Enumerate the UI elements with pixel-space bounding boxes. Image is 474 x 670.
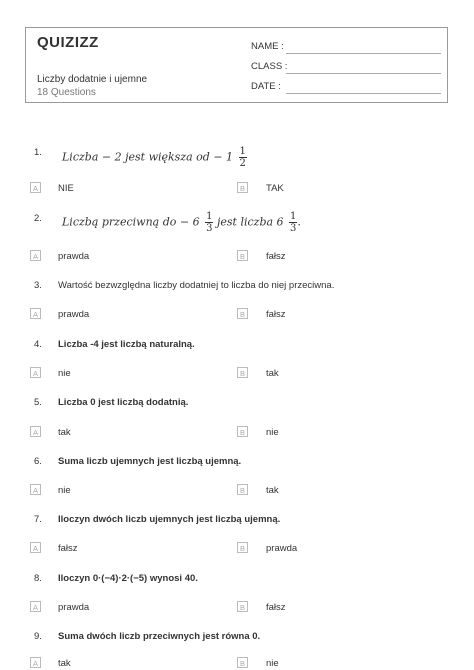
denominator: 2 bbox=[239, 158, 246, 169]
denominator: 3 bbox=[206, 223, 213, 234]
question-number: 3. bbox=[34, 280, 42, 291]
quizizz-logo: QUIZIZZ bbox=[37, 34, 99, 51]
option-b-box[interactable]: B bbox=[237, 308, 248, 319]
fraction bbox=[205, 211, 213, 234]
question-text: Wartość bezwzględna liczby dodatniej to liczba do niej przeciwna. bbox=[58, 280, 335, 291]
worksheet-header bbox=[25, 27, 448, 103]
option-a-box[interactable]: A bbox=[30, 601, 41, 612]
question-number: 9. bbox=[34, 631, 42, 642]
option-a-box[interactable]: A bbox=[30, 182, 41, 193]
question-number: 6. bbox=[34, 456, 42, 467]
option-b-box[interactable]: B bbox=[237, 484, 248, 495]
question-text: jest liczba 6 bbox=[216, 215, 284, 229]
option-a-box[interactable]: A bbox=[30, 367, 41, 378]
question-text: Liczba 0 jest liczbą dodatnią. bbox=[58, 397, 189, 408]
question-number: 7. bbox=[34, 514, 42, 525]
option-b-text: prawda bbox=[266, 543, 298, 554]
numerator: 1 bbox=[239, 146, 246, 157]
option-a-box[interactable]: A bbox=[30, 484, 41, 495]
question-number: 5. bbox=[34, 397, 42, 408]
question-text: Liczba -4 jest liczbą naturalną. bbox=[58, 339, 195, 350]
option-b-text: tak bbox=[266, 485, 279, 496]
option-b-box[interactable]: B bbox=[237, 367, 248, 378]
question-text: Suma dwóch liczb przeciwnych jest równa 0. bbox=[58, 631, 261, 642]
option-b-box[interactable]: B bbox=[237, 542, 248, 553]
question-text: Iloczyn 0·(−4)·2·(−5) wynosi 40. bbox=[58, 573, 198, 584]
option-b-text: fałsz bbox=[266, 309, 286, 320]
worksheet-title: Liczby dodatnie i ujemne bbox=[37, 74, 148, 85]
name-field[interactable] bbox=[251, 41, 284, 52]
option-b-text: fałsz bbox=[266, 251, 286, 262]
numerator: 1 bbox=[290, 211, 297, 222]
option-b-text: nie bbox=[266, 427, 279, 438]
option-a-box[interactable]: A bbox=[30, 250, 41, 261]
option-b-text: nie bbox=[266, 658, 279, 669]
option-b-text: tak bbox=[266, 368, 279, 379]
option-a-text: nie bbox=[58, 368, 71, 379]
option-a-text: fałsz bbox=[58, 543, 78, 554]
question-number: 4. bbox=[34, 339, 42, 350]
date-line bbox=[286, 93, 441, 94]
option-a-text: NIE bbox=[58, 183, 74, 194]
option-b-box[interactable]: B bbox=[237, 182, 248, 193]
option-a-box[interactable]: A bbox=[30, 426, 41, 437]
option-b-box[interactable]: B bbox=[237, 250, 248, 261]
question-text: Suma liczb ujemnych jest liczbą ujemną. bbox=[58, 456, 242, 467]
option-a-text: prawda bbox=[58, 602, 90, 613]
numerator: 1 bbox=[206, 211, 213, 222]
option-b-box[interactable]: B bbox=[237, 601, 248, 612]
option-a-box[interactable]: A bbox=[30, 308, 41, 319]
fraction bbox=[239, 146, 247, 169]
class-field[interactable] bbox=[251, 61, 287, 72]
question-count: 18 Questions bbox=[37, 87, 96, 98]
denominator: 3 bbox=[290, 223, 297, 234]
date-label: DATE : bbox=[251, 81, 281, 92]
option-b-text: fałsz bbox=[266, 602, 286, 613]
class-label: CLASS : bbox=[251, 61, 288, 72]
question-text: Iloczyn dwóch liczb ujemnych jest liczbą ujemną. bbox=[58, 514, 281, 525]
class-line bbox=[286, 73, 441, 74]
question-math bbox=[62, 146, 247, 169]
question-text: Liczba − 2 jest większa od − 1 bbox=[62, 150, 234, 164]
question-math: Liczbą przeciwną do − 6 $\frac{1}{3}$ jest liczba 6 $\frac{1}{3}$ . bbox=[62, 211, 301, 234]
question-text: Liczbą przeciwną do − 6 bbox=[62, 215, 200, 229]
option-a-text: tak bbox=[58, 427, 71, 438]
question-number: 8. bbox=[34, 573, 42, 584]
option-a-text: prawda bbox=[58, 309, 90, 320]
option-b-text: TAK bbox=[266, 183, 284, 194]
option-b-box[interactable]: B bbox=[237, 657, 248, 668]
option-a-text: nie bbox=[58, 485, 71, 496]
question-number: 1. bbox=[34, 147, 42, 158]
name-label: NAME : bbox=[251, 41, 284, 52]
question-number: 2. bbox=[34, 213, 42, 224]
date-field[interactable] bbox=[251, 81, 281, 92]
option-a-box[interactable]: A bbox=[30, 657, 41, 668]
option-b-box[interactable]: B bbox=[237, 426, 248, 437]
option-a-text: prawda bbox=[58, 251, 90, 262]
option-a-text: tak bbox=[58, 658, 71, 669]
name-line bbox=[286, 53, 441, 54]
option-a-box[interactable]: A bbox=[30, 542, 41, 553]
